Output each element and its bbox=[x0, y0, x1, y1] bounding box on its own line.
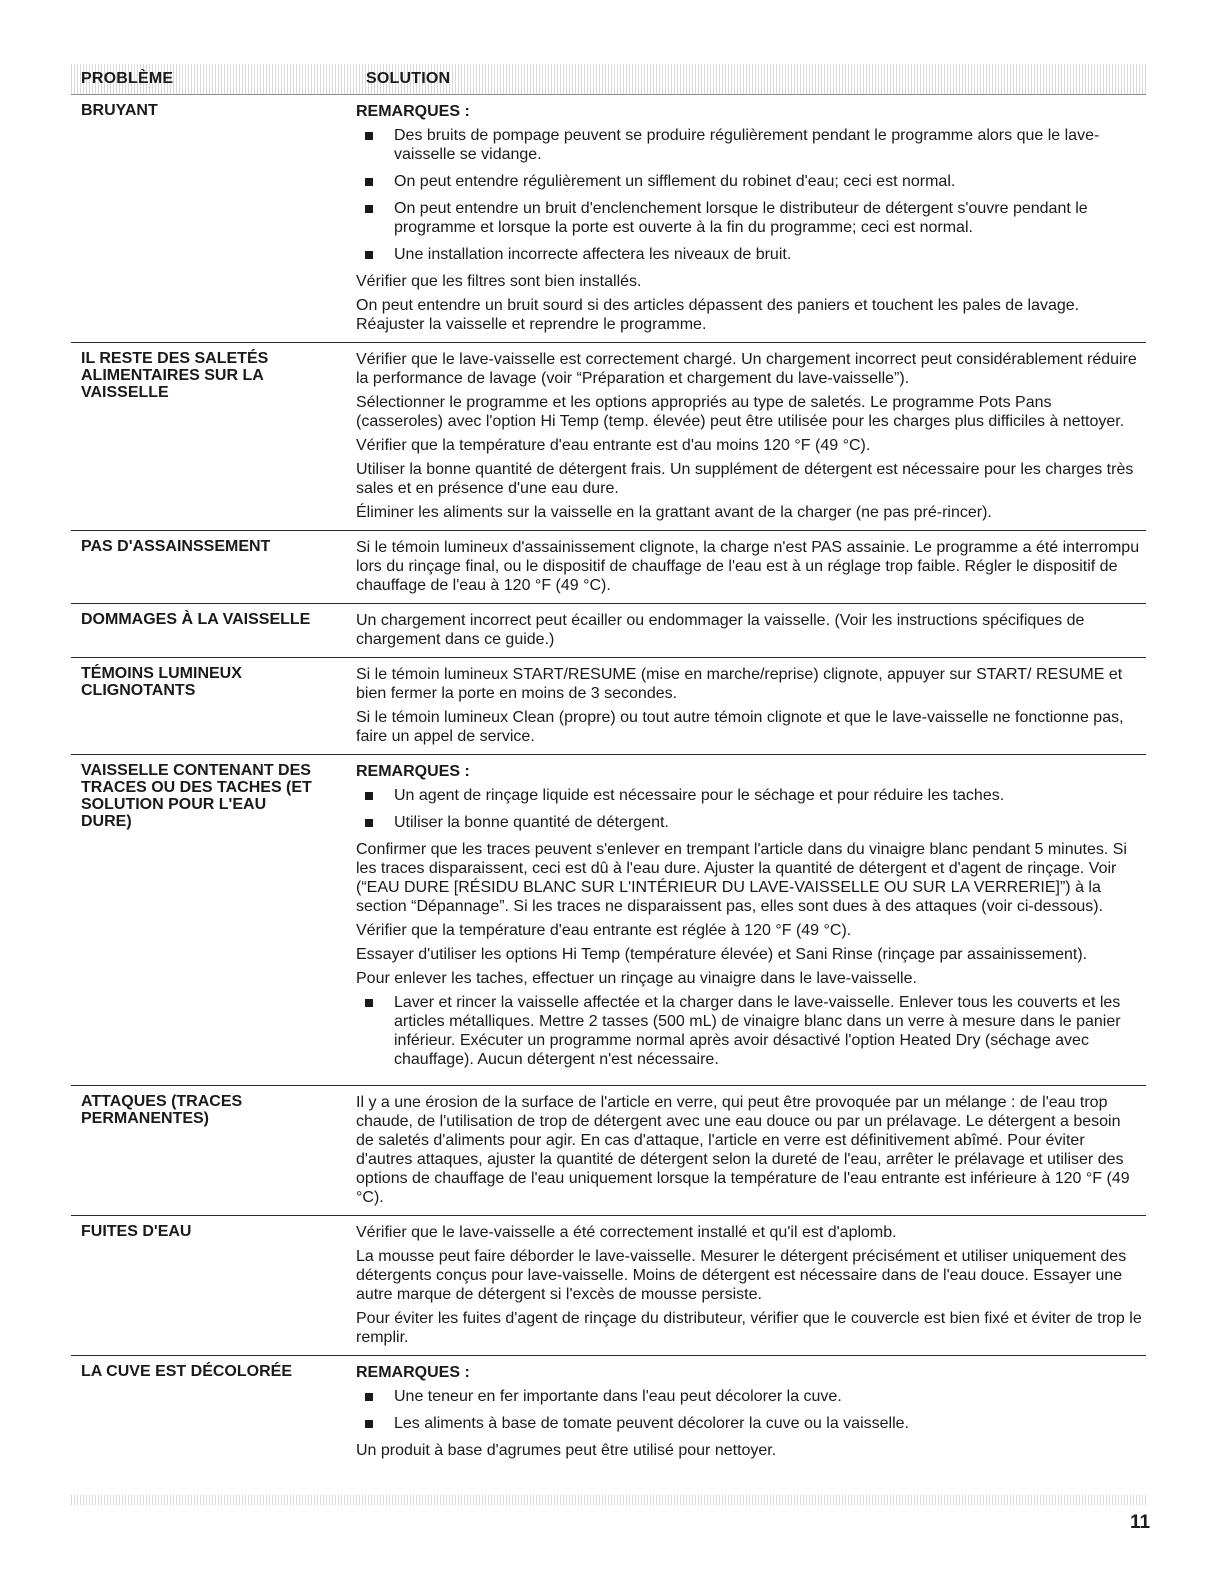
solution-paragraph: Si le témoin lumineux d'assainissement clignote, la charge n'est PAS assainie. Le programme a été interrompu lors du rinçage final, ou le dispositif de chauffage de l'eau est à un réglage trop faible. Régler le dispositif de chauffage de l'eau à 120 °F (49 °C). bbox=[356, 539, 1140, 594]
table-row bbox=[71, 95, 1146, 343]
table-header bbox=[71, 64, 1146, 95]
square-bullet-icon bbox=[365, 1420, 373, 1428]
header-solution: SOLUTION bbox=[366, 70, 451, 87]
bullet-item bbox=[356, 1387, 1142, 1406]
square-bullet-icon bbox=[365, 178, 373, 186]
solution-paragraph: Un chargement incorrect peut écailler ou endommager la vaisselle. (Voir les instructions spécifiques de chargement dans ce guide.) bbox=[356, 612, 1085, 648]
bullet-item bbox=[356, 813, 1142, 832]
solution-cell bbox=[356, 762, 1146, 1077]
notes-heading: REMARQUES : bbox=[356, 763, 470, 780]
problem-label: VAISSELLE CONTENANT DES TRACES OU DES TACHES (ET SOLUTION POUR L'EAU DURE) bbox=[81, 762, 312, 830]
bullet-item bbox=[356, 172, 1142, 191]
square-bullet-icon bbox=[365, 1393, 373, 1401]
solution-cell bbox=[356, 665, 1146, 746]
bullet-item bbox=[356, 786, 1142, 805]
bullet-text: On peut entendre régulièrement un sifflement du robinet d'eau; ceci est normal. bbox=[394, 173, 956, 190]
notes-heading: REMARQUES : bbox=[356, 103, 470, 120]
solution-paragraph: Utiliser la bonne quantité de détergent frais. Un supplément de détergent est nécessaire pour les charges très sales et en présence d'une eau dure. bbox=[356, 461, 1134, 497]
solution-paragraph: Éliminer les aliments sur la vaisselle en la grattant avant de la charger (ne pas pré-rincer). bbox=[356, 504, 992, 521]
square-bullet-icon bbox=[365, 819, 373, 827]
table-row bbox=[71, 1216, 1146, 1356]
solution-paragraph: Sélectionner le programme et les options appropriés au type de saletés. Le programme Pots Pans (casseroles) avec l'option Hi Temp (temp. élevée) peut être utilisée pour les charges plus difficiles à nettoyer. bbox=[356, 394, 1125, 430]
problem-label: PAS D'ASSAINSSEMENT bbox=[81, 538, 271, 555]
bullet-item bbox=[356, 126, 1142, 164]
problem-label: IL RESTE DES SALETÉS ALIMENTAIRES SUR LA VAISSELLE bbox=[81, 350, 269, 401]
solution-paragraph: Vérifier que la température d'eau entrante est réglée à 120 °F (49 °C). bbox=[356, 922, 852, 939]
problem-label: BRUYANT bbox=[81, 102, 158, 119]
bullet-text: Utiliser la bonne quantité de détergent. bbox=[394, 814, 669, 831]
table-row bbox=[71, 531, 1146, 604]
solution-paragraph: Vérifier que les filtres sont bien installés. bbox=[356, 273, 642, 290]
solution-paragraph: La mousse peut faire déborder le lave-vaisselle. Mesurer le détergent précisément et utiliser uniquement des détergents conçus pour lave-vaisselle. Moins de détergent est nécessaire dans de l'eau douce. Essayer une autre marque de détergent si l'excès de mousse persiste. bbox=[356, 1248, 1127, 1303]
bullet-text: Un agent de rinçage liquide est nécessaire pour le séchage et pour réduire les taches. bbox=[394, 787, 1005, 804]
problem-label: TÉMOINS LUMINEUX CLIGNOTANTS bbox=[81, 665, 242, 699]
solution-cell bbox=[356, 102, 1146, 334]
solution-paragraph: Si le témoin lumineux START/RESUME (mise en marche/reprise) clignote, appuyer sur START/ RESUME et bien fermer la porte en moins de 3 secondes. bbox=[356, 666, 1123, 702]
problem-label: FUITES D'EAU bbox=[81, 1223, 192, 1240]
square-bullet-icon bbox=[365, 132, 373, 140]
problem-label: ATTAQUES (TRACES PERMANENTES) bbox=[81, 1093, 243, 1127]
solution-cell bbox=[356, 1223, 1146, 1347]
bullet-text: Laver et rincer la vaisselle affectée et la charger dans le lave-vaisselle. Enlever tous les couverts et les articles métalliques. Mettre 2 tasses (500 mL) de vinaigre blanc dans un verre à mesure dans le panier inférieur. Exécuter un programme normal après avoir désactivé l'option Heated Dry (séchage avec chauffage). Aucun détergent n'est nécessaire. bbox=[394, 994, 1121, 1068]
bullet-text: Les aliments à base de tomate peuvent décolorer la cuve ou la vaisselle. bbox=[394, 1415, 909, 1432]
page-number: 11 bbox=[1130, 1512, 1151, 1533]
table-row bbox=[71, 1356, 1146, 1468]
square-bullet-icon bbox=[365, 205, 373, 213]
table-row bbox=[71, 343, 1146, 531]
table-row bbox=[71, 658, 1146, 755]
table-row bbox=[71, 604, 1146, 658]
solution-paragraph: Vérifier que le lave-vaisselle a été correctement installé et qu'il est d'aplomb. bbox=[356, 1224, 897, 1241]
solution-cell bbox=[356, 1363, 1146, 1460]
solution-paragraph: Confirmer que les traces peuvent s'enlever en trempant l'article dans du vinaigre blanc pendant 5 minutes. Si les traces disparaissent, ceci est dû à l'eau dure. Ajuster la quantité de détergent et d'agent de rinçage. Voir (“EAU DURE [RÉSIDU BLANC SUR L'INTÉRIEUR DU LAVE-VAISSELLE OU SUR LA VERRERIE]”) à la section “Dépannage”. Si les traces ne disparaissent pas, elles sont dues à des attaques (voir ci-dessous). bbox=[356, 841, 1127, 915]
solution-paragraph: Un produit à base d'agrumes peut être utilisé pour nettoyer. bbox=[356, 1442, 777, 1459]
solution-cell bbox=[356, 350, 1146, 522]
solution-cell bbox=[356, 611, 1146, 649]
bullet-text: Des bruits de pompage peuvent se produire régulièrement pendant le programme alors que le lave-vaisselle se vidange. bbox=[394, 127, 1100, 163]
table-row bbox=[71, 1086, 1146, 1216]
solution-paragraph: Pour enlever les taches, effectuer un rinçage au vinaigre dans le lave-vaisselle. bbox=[356, 970, 917, 987]
solution-paragraph: Essayer d'utiliser les options Hi Temp (température élevée) et Sani Rinse (rinçage par assainissement). bbox=[356, 946, 1088, 963]
table-body bbox=[71, 95, 1146, 1468]
solution-paragraph: Pour éviter les fuites d'agent de rinçage du distributeur, vérifier que le couvercle est bien fixé et éviter de trop le remplir. bbox=[356, 1310, 1142, 1346]
solution-cell bbox=[356, 1093, 1146, 1207]
bullet-item bbox=[356, 199, 1142, 237]
problem-label: DOMMAGES À LA VAISSELLE bbox=[81, 611, 311, 628]
square-bullet-icon bbox=[365, 999, 373, 1007]
notes-heading: REMARQUES : bbox=[356, 1364, 470, 1381]
solution-cell bbox=[356, 538, 1146, 595]
square-bullet-icon bbox=[365, 792, 373, 800]
bullet-text: Une installation incorrecte affectera les niveaux de bruit. bbox=[394, 246, 792, 263]
header-problem: PROBLÈME bbox=[81, 70, 174, 87]
bullet-item bbox=[356, 245, 1142, 264]
troubleshooting-table bbox=[71, 64, 1146, 1468]
solution-paragraph: Vérifier que la température d'eau entrante est d'au moins 120 °F (49 °C). bbox=[356, 437, 871, 454]
square-bullet-icon bbox=[365, 251, 373, 259]
problem-label: LA CUVE EST DÉCOLORÉE bbox=[81, 1363, 292, 1380]
table-row bbox=[71, 755, 1146, 1086]
bullet-text: Une teneur en fer importante dans l'eau peut décolorer la cuve. bbox=[394, 1388, 842, 1405]
footer-bar bbox=[71, 1495, 1146, 1505]
solution-paragraph: Si le témoin lumineux Clean (propre) ou tout autre témoin clignote et que le lave-vaisselle ne fonctionne pas, faire un appel de service. bbox=[356, 709, 1124, 745]
bullet-text: On peut entendre un bruit d'enclenchement lorsque le distributeur de détergent s'ouvre pendant le programme et lorsque la porte est ouverte à la fin du programme; ceci est normal. bbox=[394, 200, 1088, 236]
solution-paragraph: On peut entendre un bruit sourd si des articles dépassent des paniers et touchent les pales de lavage. Réajuster la vaisselle et reprendre le programme. bbox=[356, 297, 1080, 333]
solution-paragraph: Vérifier que le lave-vaisselle est correctement chargé. Un chargement incorrect peut considérablement réduire la performance de lavage (voir “Préparation et chargement du lave-vaisselle”). bbox=[356, 351, 1137, 387]
bullet-item bbox=[356, 993, 1142, 1069]
solution-paragraph: Il y a une érosion de la surface de l'article en verre, qui peut être provoquée par un mélange : de l'eau trop chaude, de l'utilisation de trop de détergent avec une eau douce ou par un prélavage. Le détergent a besoin de saletés d'aliments pour agir. En cas d'attaque, l'article en verre est définitivement abîmé. Pour éviter d'autres attaques, ajuster la quantité de détergent selon la dureté de l'eau, arrêter le prélavage et utiliser des options de chauffage de l'eau uniquement lorsque la température de l'eau entrante est inférieure à 120 °F (49 °C). bbox=[356, 1094, 1130, 1206]
bullet-item bbox=[356, 1414, 1142, 1433]
